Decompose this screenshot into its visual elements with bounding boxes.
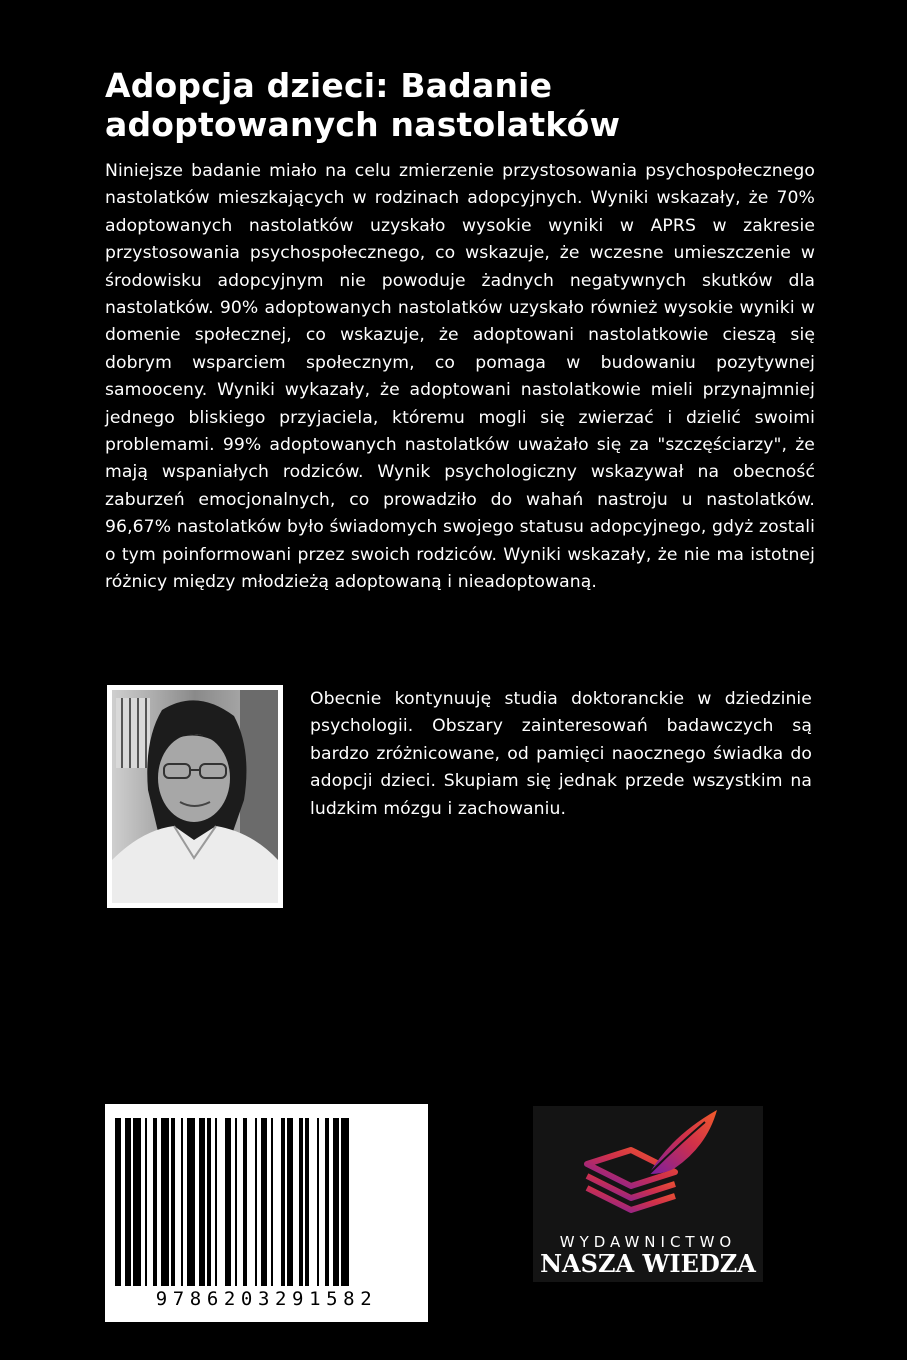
isbn-barcode: [105, 1104, 428, 1322]
barcode-bar: [341, 1118, 349, 1286]
barcode-bar: [317, 1118, 319, 1286]
barcode-bar: [287, 1118, 293, 1286]
publisher-label: WYDAWNICTWO: [559, 1233, 737, 1251]
barcode-bar: [199, 1118, 205, 1286]
book-title: [105, 66, 825, 144]
barcode-bar: [333, 1118, 339, 1286]
author-bio: Obecnie kontynuuję studia doktoranckie w dziedzinie psychologii. Obszary zainteresowań badawczych są bardzo zróżnicowane, od pamięci naocznego świadka do adopcji dzieci. Skupiam się jednak przede wszystkim na ludzkim mózgu i zachowaniu.: [310, 689, 812, 819]
barcode-bar: [171, 1118, 175, 1286]
isbn-number: 9786203291582: [155, 1288, 378, 1310]
book-description: Niniejsze badanie miało na celu zmierzenie przystosowania psychospołecznego nastolatków mieszkających w rodzinach adopcyjnych. Wyniki wskazały, że 70% adoptowanych nastolatków uzyskało wysokie wyniki w APRS w zakresie przystosowania psychospołecznego, co wskazuje, że wczesne umieszczenie w środowisku adopcyjnym nie powoduje żadnych negatywnych skutków dla nastolatków. 90% adoptowanych nastolatków uzyskało również wysokie wyniki w domenie społecznej, co wskazuje, że adoptowani nastolatkowie cieszą się dobrym wsparciem społecznym, co pomaga w budowaniu pozytywnej samooceny. Wyniki wykazały, że adoptowani nastolatkowie mieli przynajmniej jednego bliskiego przyjaciela, któremu mogli się zwierzać i dzielić swoimi problemami. 99% adoptowanych nastolatków uważało się za "szczęściarzy", że mają wspaniałych rodziców. Wynik psychologiczny wskazywał na obecność zaburzeń emocjonalnych, co prowadziło do wahań nastroju u nastolatków. 96,67% nastolatków było świadomych swojego statusu adopcyjnego, gdyż zostali o tym poinformowani przez swoich rodziców. Wyniki wskazały, że nie ma istotnej różnicy między młodzieżą adoptowaną i nieadoptowaną.: [105, 161, 815, 593]
barcode-bar: [235, 1118, 237, 1286]
barcode-bar: [261, 1118, 267, 1286]
author-portrait-image: [112, 690, 278, 903]
barcode-bar: [271, 1118, 273, 1286]
barcode-bar: [215, 1118, 217, 1286]
publisher-logo: [533, 1106, 763, 1282]
barcode-bar: [255, 1118, 257, 1286]
barcode-bar: [125, 1118, 131, 1286]
barcode-bar: [133, 1118, 141, 1286]
barcode-bar: [187, 1118, 195, 1286]
barcode-bar: [161, 1118, 169, 1286]
barcode-bar: [281, 1118, 285, 1286]
title-line-1: Adopcja dzieci: Badanie: [105, 66, 553, 105]
barcode-bar: [299, 1118, 303, 1286]
barcode-bar: [181, 1118, 183, 1286]
barcode-bar: [153, 1118, 157, 1286]
barcode-bar: [145, 1118, 147, 1286]
barcode-bar: [243, 1118, 247, 1286]
publisher-name: NASZA WIEDZA: [540, 1249, 756, 1278]
barcode-bar: [325, 1118, 329, 1286]
barcode-bar: [115, 1118, 121, 1286]
book-quill-icon: [579, 1106, 719, 1228]
title-line-2: adoptowanych nastolatków: [105, 105, 621, 144]
barcode-bar: [225, 1118, 231, 1286]
author-photo: [107, 685, 283, 908]
barcode-bar: [305, 1118, 309, 1286]
barcode-bar: [207, 1118, 211, 1286]
